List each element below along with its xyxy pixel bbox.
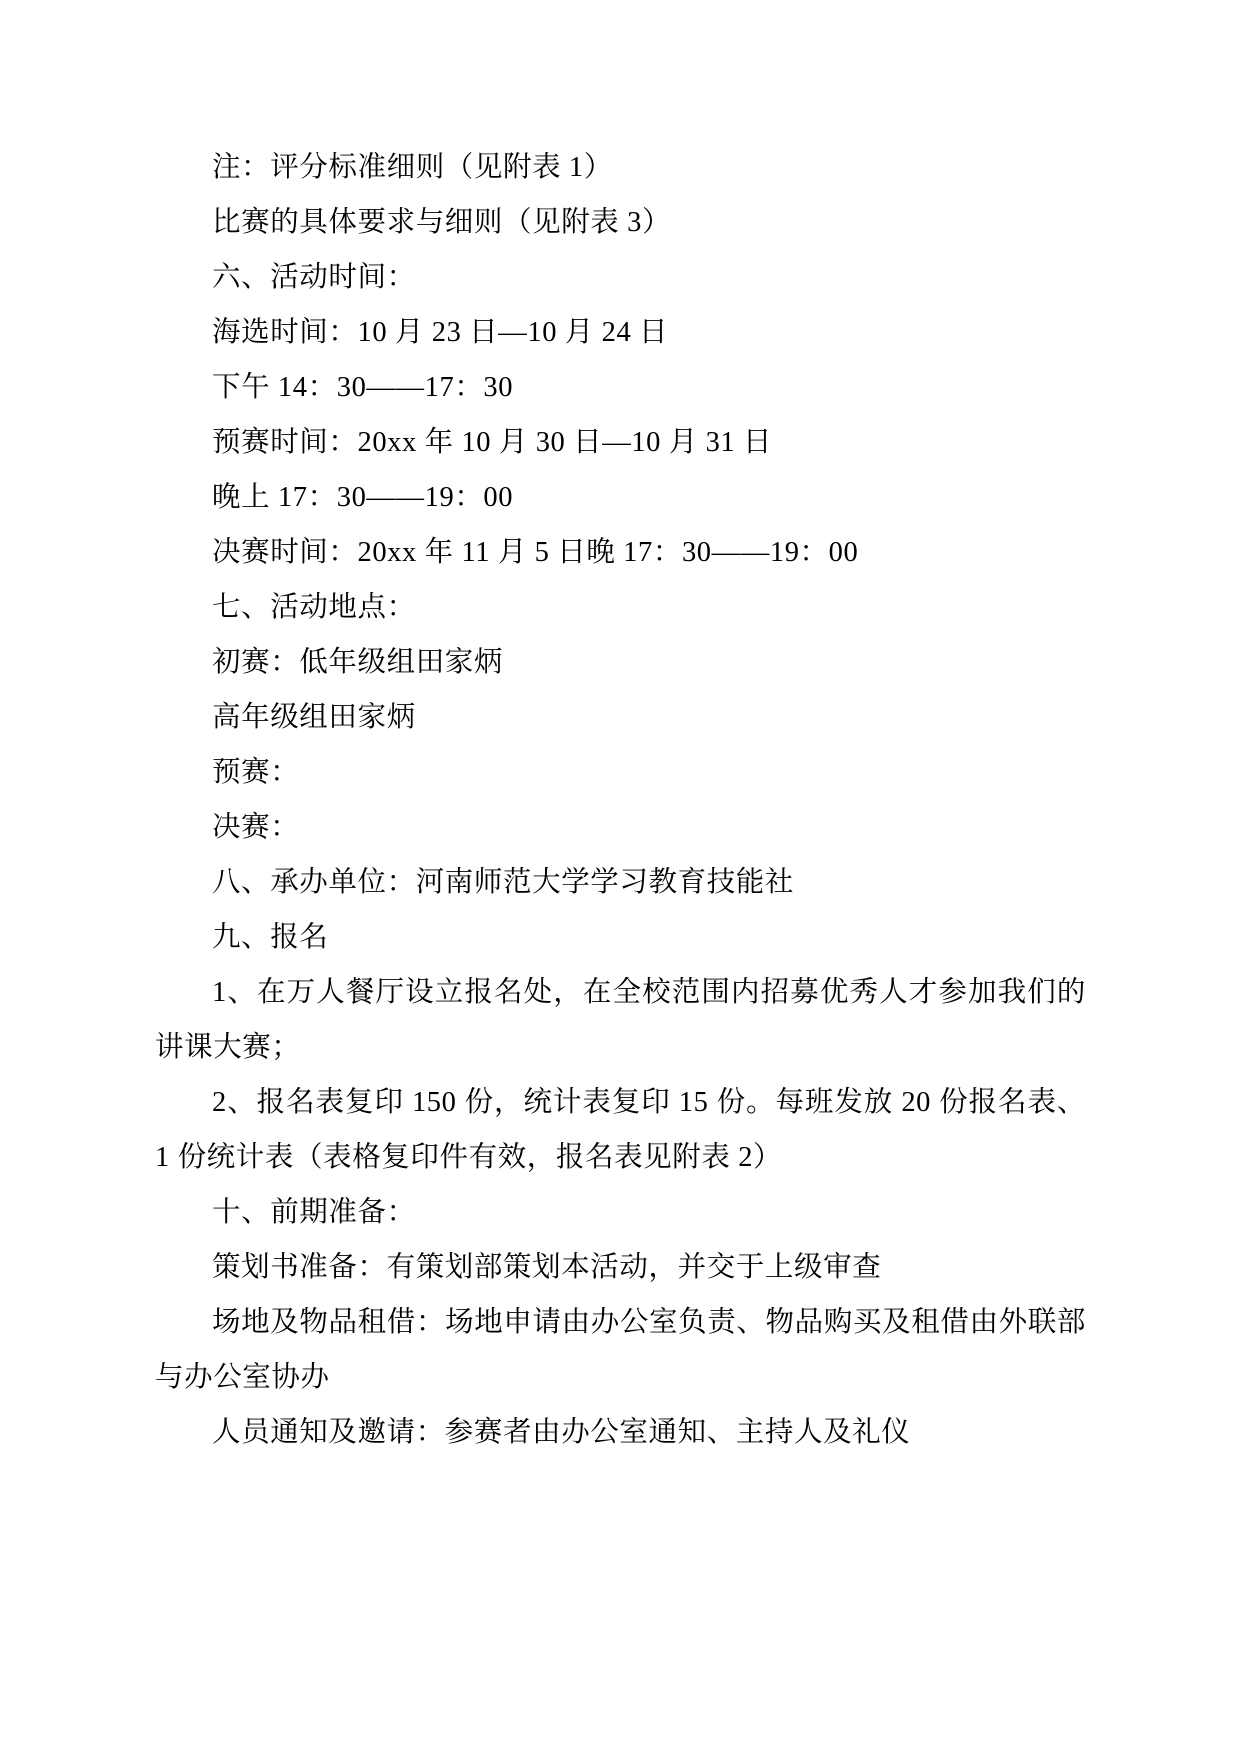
paragraph: 注：评分标准细则（见附表 1） <box>212 152 613 183</box>
paragraph: 海选时间：10 月 23 日—10 月 24 日 <box>212 317 669 348</box>
document-body <box>155 140 1086 1460</box>
paragraph: 场地及物品租借：场地申请由办公室负责、物品购买及租借由外联部与办公室协办 <box>155 1307 1086 1393</box>
paragraph: 晚上 17：30——19：00 <box>212 482 514 513</box>
paragraph: 高年级组田家炳 <box>212 702 416 733</box>
paragraph: 策划书准备：有策划部策划本活动，并交于上级审查 <box>212 1252 882 1283</box>
paragraph: 比赛的具体要求与细则（见附表 3） <box>212 207 672 238</box>
paragraph: 预赛： <box>212 757 300 788</box>
paragraph: 七、活动地点： <box>212 592 416 623</box>
paragraph: 六、活动时间： <box>212 262 416 293</box>
paragraph: 决赛： <box>212 812 300 843</box>
paragraph: 2、报名表复印 150 份，统计表复印 15 份。每班发放 20 份报名表、1 份统计表（表格复印件有效，报名表见附表 2） <box>155 1087 1086 1173</box>
paragraph: 决赛时间：20xx 年 11 月 5 日晚 17：30——19：00 <box>212 537 859 568</box>
paragraph: 下午 14：30——17：30 <box>212 372 514 403</box>
paragraph: 初赛：低年级组田家炳 <box>212 647 504 678</box>
paragraph: 预赛时间：20xx 年 10 月 30 日—10 月 31 日 <box>212 427 773 458</box>
paragraph: 八、承办单位：河南师范大学学习教育技能社 <box>212 867 795 898</box>
paragraph: 九、报名 <box>212 922 329 953</box>
paragraph: 十、前期准备： <box>212 1197 416 1228</box>
paragraph: 1、在万人餐厅设立报名处，在全校范围内招募优秀人才参加我们的讲课大赛； <box>155 977 1086 1063</box>
paragraph: 人员通知及邀请：参赛者由办公室通知、主持人及礼仪 <box>212 1417 911 1448</box>
